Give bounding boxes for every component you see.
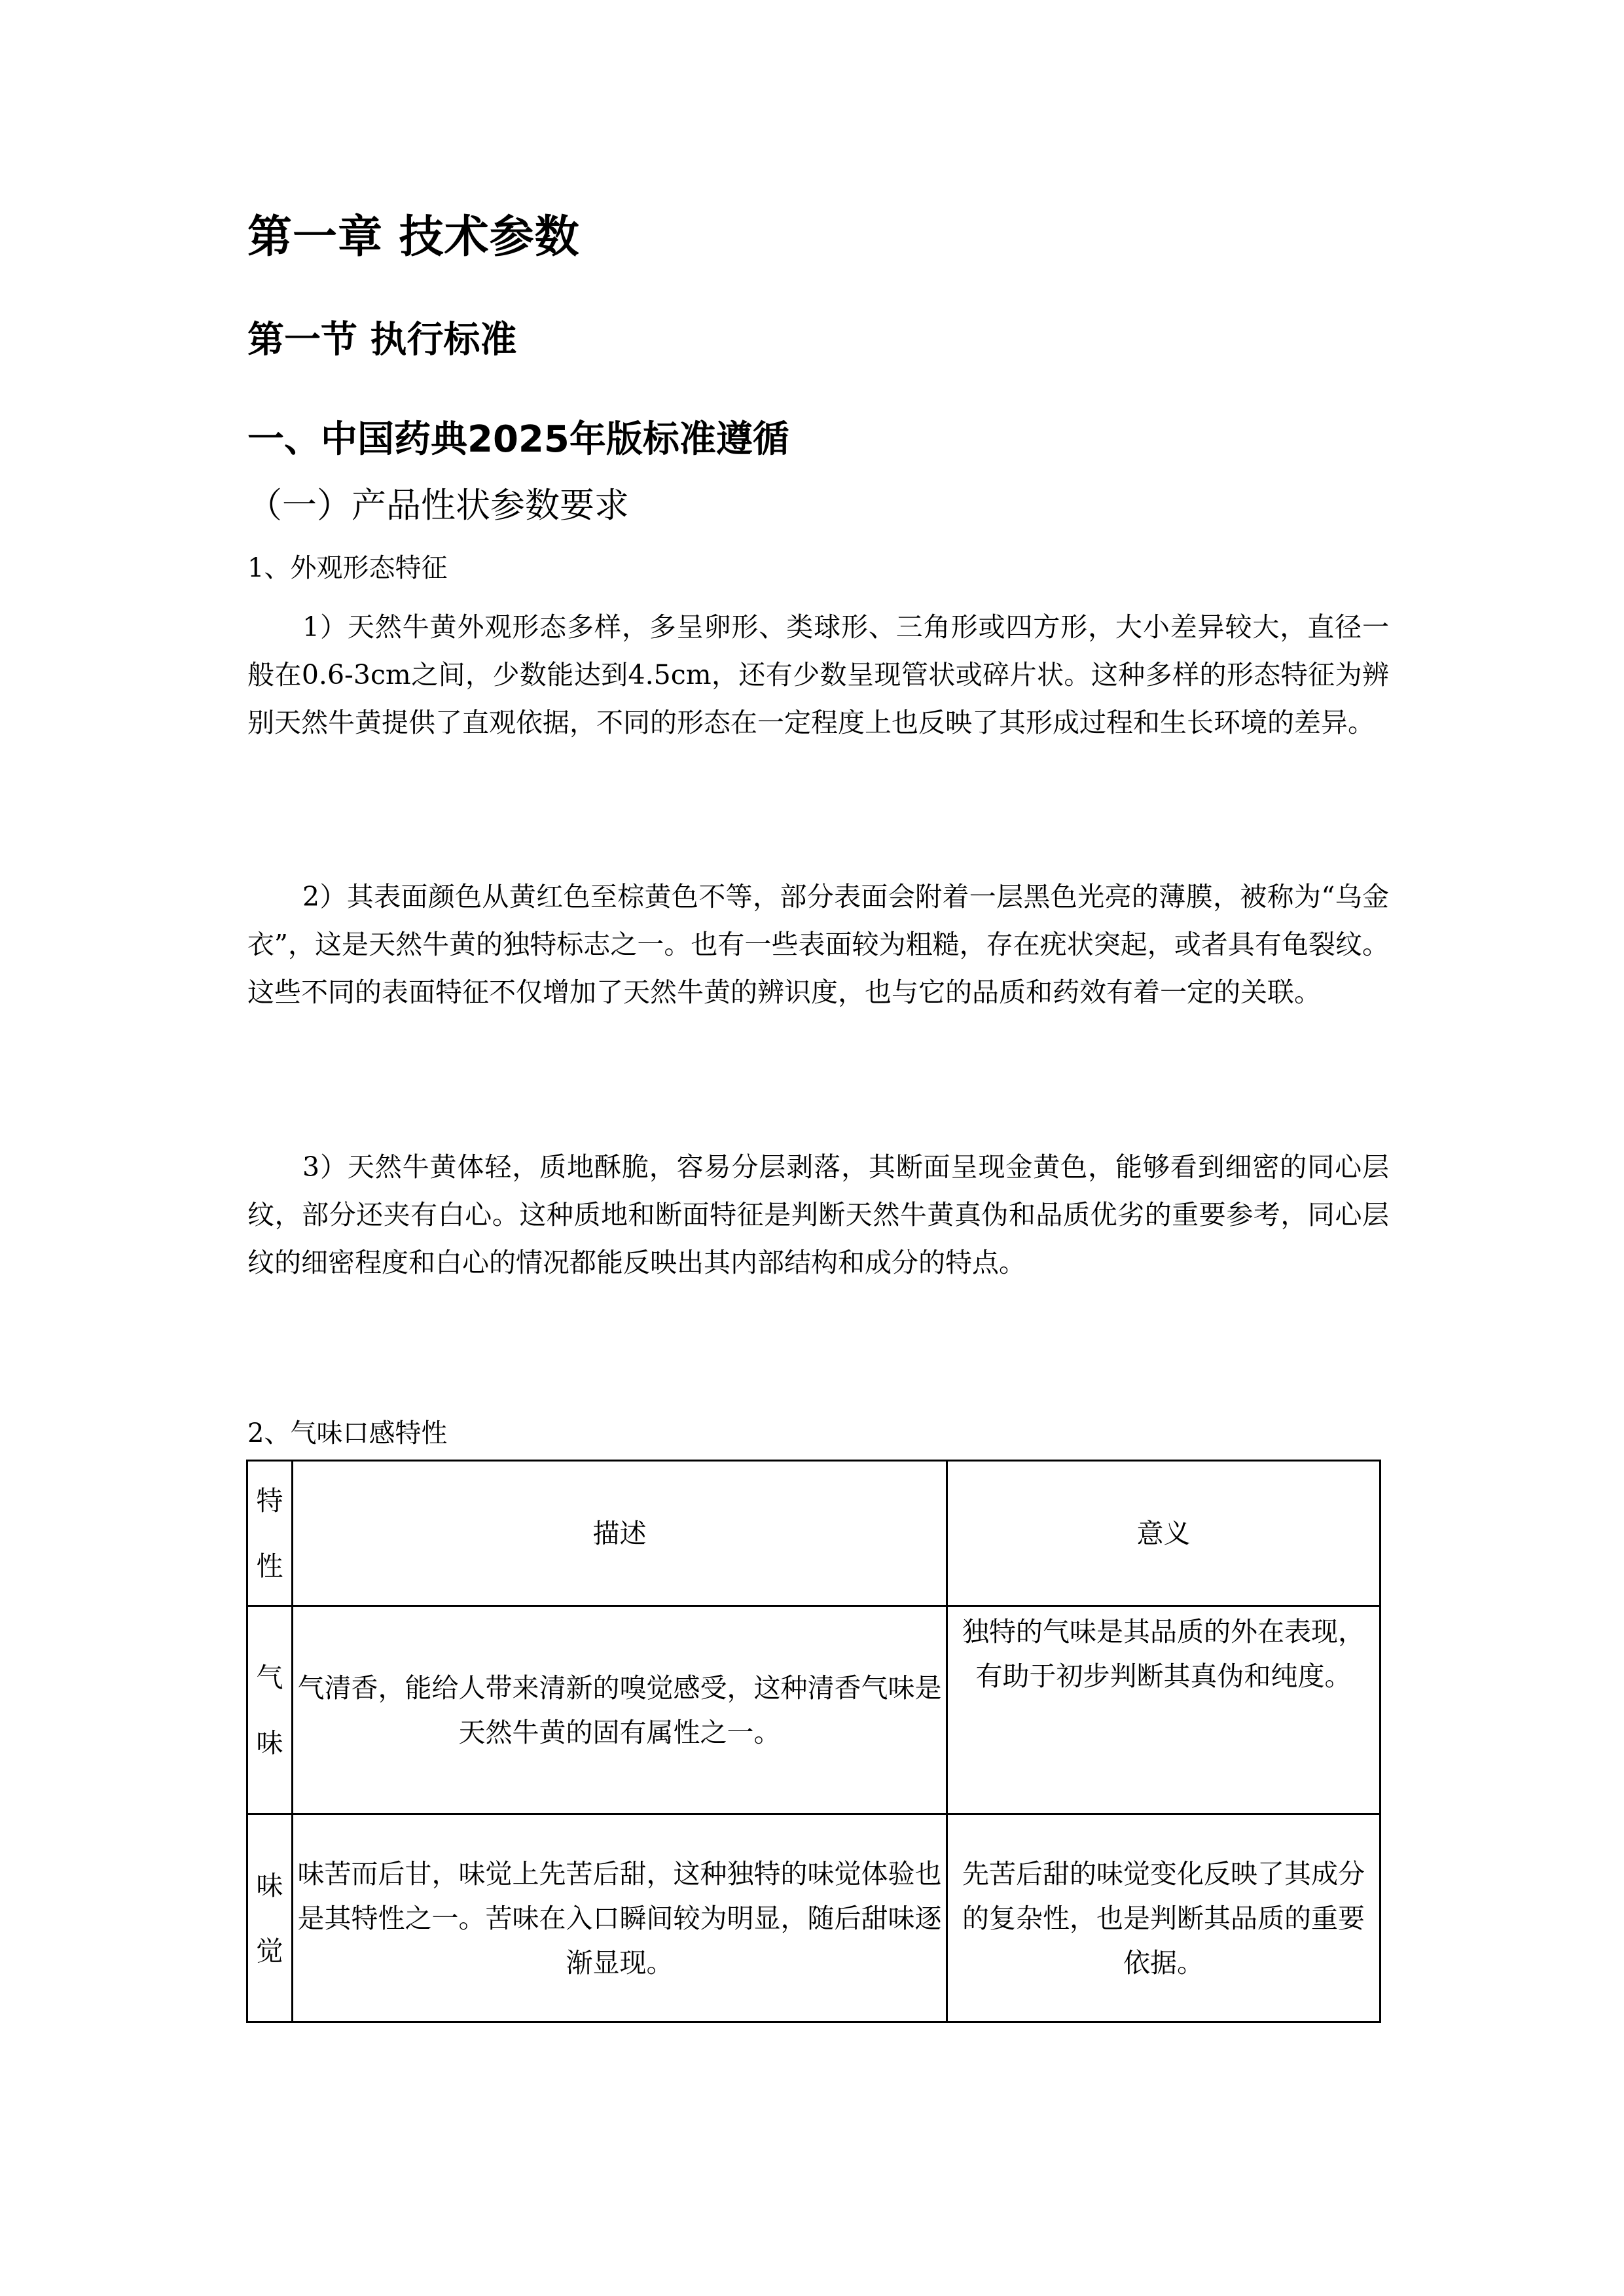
header-significance-label: 意义 [1136, 1517, 1191, 1549]
item-heading-odor-taste: 2、气味口感特性 [247, 1418, 448, 1448]
table-row [247, 1814, 1380, 2022]
table-row [247, 1606, 1380, 1814]
subsubsection-title: （一）产品性状参数要求 [247, 486, 629, 526]
property-label: 气味 [256, 1661, 283, 1759]
subsection-title: 一、中国药典2025年版标准遵循 [247, 418, 789, 461]
paragraph-shape: 1）天然牛黄外观形态多样，多呈卵形、类球形、三角形或四方形，大小差异较大，直径一般在0.6-3cm之间，少数能达到4.5cm，还有少数呈现管状或碎片状。这种多样的形态特征为辨别天然牛黄提供了直观依据，不同的形态在一定程度上也反映了其形成过程和生长环境的差异。 [247, 611, 1389, 738]
description-text: 味苦而后甘，味觉上先苦后甜，这种独特的味觉体验也是其特性之一。苦味在入口瞬间较为明显，随后甜味逐渐显现。 [297, 1857, 942, 1979]
property-label: 味觉 [256, 1869, 283, 1967]
odor-taste-table [246, 1460, 1381, 2023]
table-header-row [247, 1461, 1380, 1606]
cell-property [247, 1814, 293, 2022]
cell-property [247, 1606, 293, 1814]
cell-description [292, 1814, 947, 2022]
chapter-title: 第一章 技术参数 [247, 211, 580, 263]
description-text: 气清香，能给人带来清新的嗅觉感受，这种清香气味是天然牛黄的固有属性之一。 [297, 1672, 942, 1748]
significance-text: 独特的气味是其品质的外在表现，有助于初步判断其真伪和纯度。 [962, 1616, 1365, 1692]
cell-significance [947, 1606, 1380, 1814]
header-property-label: 特性 [256, 1484, 283, 1582]
item-heading-appearance: 1、外观形态特征 [247, 553, 448, 583]
header-description-label: 描述 [592, 1517, 647, 1549]
header-cell-description [292, 1461, 947, 1606]
significance-text: 先苦后甜的味觉变化反映了其成分的复杂性，也是判断其品质的重要依据。 [962, 1857, 1365, 1979]
cell-significance [947, 1814, 1380, 2022]
header-cell-significance [947, 1461, 1380, 1606]
paragraph-surface: 2）其表面颜色从黄红色至棕黄色不等，部分表面会附着一层黑色光亮的薄膜，被称为“乌金衣”，这是天然牛黄的独特标志之一。也有一些表面较为粗糙，存在疣状突起，或者具有龟裂纹。这些不同的表面特征不仅增加了天然牛黄的辨识度，也与它的品质和药效有着一定的关联。 [247, 881, 1389, 1008]
cell-description [292, 1606, 947, 1814]
section-title: 第一节 执行标准 [247, 319, 517, 361]
paragraph-texture: 3）天然牛黄体轻，质地酥脆，容易分层剥落，其断面呈现金黄色，能够看到细密的同心层纹，部分还夹有白心。这种质地和断面特征是判断天然牛黄真伪和品质优劣的重要参考，同心层纹的细密程度和白心的情况都能反映出其内部结构和成分的特点。 [247, 1151, 1389, 1278]
header-cell-property [247, 1461, 293, 1606]
